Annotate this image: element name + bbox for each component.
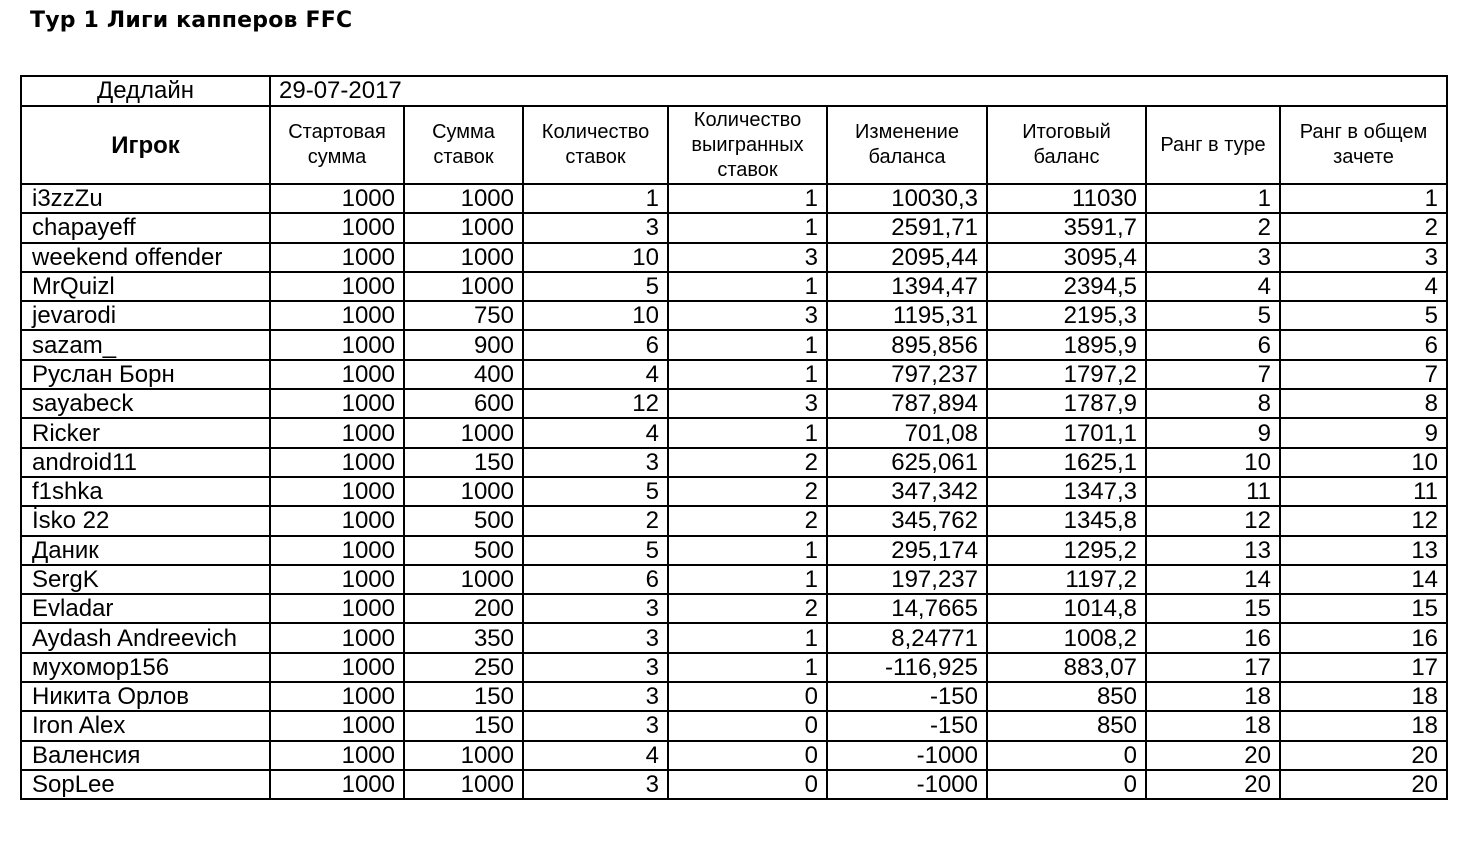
bets-count-cell: 6: [523, 565, 668, 594]
final-balance-cell: 1347,3: [987, 477, 1146, 506]
final-balance-cell: 3095,4: [987, 243, 1146, 272]
column-header-bets-count: Количество ставок: [523, 106, 668, 184]
overall-rank-cell: 13: [1280, 536, 1447, 565]
final-balance-cell: 850: [987, 682, 1146, 711]
start-amount-cell: 1000: [270, 565, 404, 594]
table-row: [21, 594, 1447, 623]
table-row: [21, 682, 1447, 711]
table-row: [21, 389, 1447, 418]
round-rank-cell: 4: [1146, 272, 1280, 301]
bets-sum-cell: 750: [404, 301, 523, 330]
player-name: Даник: [21, 536, 270, 565]
balance-change-cell: 701,08: [827, 418, 987, 447]
final-balance-cell: 1895,9: [987, 330, 1146, 359]
column-header-row: [21, 106, 1447, 184]
won-count-cell: 3: [668, 389, 827, 418]
bets-count-cell: 4: [523, 741, 668, 770]
balance-change-cell: -150: [827, 711, 987, 740]
final-balance-cell: 1701,1: [987, 418, 1146, 447]
start-amount-cell: 1000: [270, 184, 404, 213]
final-balance-cell: 1625,1: [987, 448, 1146, 477]
player-name: SopLee: [21, 770, 270, 799]
bets-sum-cell: 600: [404, 389, 523, 418]
balance-change-cell: -1000: [827, 770, 987, 799]
column-header-overall-rank: Ранг в общем зачете: [1280, 106, 1447, 184]
balance-change-cell: 797,237: [827, 360, 987, 389]
bets-count-cell: 12: [523, 389, 668, 418]
deadline-label: Дедлайн: [21, 76, 270, 106]
table-row: [21, 770, 1447, 799]
bets-count-cell: 4: [523, 418, 668, 447]
overall-rank-cell: 9: [1280, 418, 1447, 447]
balance-change-cell: 8,24771: [827, 623, 987, 652]
overall-rank-cell: 8: [1280, 389, 1447, 418]
table-row: [21, 623, 1447, 652]
player-name: Iron Alex: [21, 711, 270, 740]
table-row: [21, 448, 1447, 477]
round-rank-cell: 18: [1146, 682, 1280, 711]
player-name: android11: [21, 448, 270, 477]
start-amount-cell: 1000: [270, 272, 404, 301]
final-balance-cell: 1197,2: [987, 565, 1146, 594]
won-count-cell: 1: [668, 272, 827, 301]
won-count-cell: 1: [668, 653, 827, 682]
bets-count-cell: 3: [523, 448, 668, 477]
round-rank-cell: 2: [1146, 213, 1280, 242]
overall-rank-cell: 16: [1280, 623, 1447, 652]
bets-sum-cell: 150: [404, 448, 523, 477]
balance-change-cell: 1195,31: [827, 301, 987, 330]
bets-sum-cell: 1000: [404, 477, 523, 506]
player-name: Aydash Andreevich: [21, 623, 270, 652]
overall-rank-cell: 10: [1280, 448, 1447, 477]
won-count-cell: 1: [668, 418, 827, 447]
final-balance-cell: 0: [987, 741, 1146, 770]
player-name: Никита Орлов: [21, 682, 270, 711]
player-name: sayabeck: [21, 389, 270, 418]
start-amount-cell: 1000: [270, 301, 404, 330]
won-count-cell: 1: [668, 360, 827, 389]
balance-change-cell: 197,237: [827, 565, 987, 594]
bets-sum-cell: 1000: [404, 741, 523, 770]
start-amount-cell: 1000: [270, 594, 404, 623]
overall-rank-cell: 17: [1280, 653, 1447, 682]
column-header-bets-sum: Сумма ставок: [404, 106, 523, 184]
overall-rank-cell: 1: [1280, 184, 1447, 213]
player-name: f1shka: [21, 477, 270, 506]
bets-count-cell: 5: [523, 536, 668, 565]
table-row: [21, 711, 1447, 740]
table-row: [21, 272, 1447, 301]
table-row: [21, 213, 1447, 242]
page-title: Тур 1 Лиги капперов FFC: [30, 8, 353, 33]
bets-count-cell: 3: [523, 770, 668, 799]
bets-count-cell: 4: [523, 360, 668, 389]
won-count-cell: 0: [668, 682, 827, 711]
start-amount-cell: 1000: [270, 741, 404, 770]
final-balance-cell: 1787,9: [987, 389, 1146, 418]
round-rank-cell: 14: [1146, 565, 1280, 594]
bets-sum-cell: 200: [404, 594, 523, 623]
bets-count-cell: 2: [523, 506, 668, 535]
final-balance-cell: 2394,5: [987, 272, 1146, 301]
start-amount-cell: 1000: [270, 682, 404, 711]
player-name: weekend offender: [21, 243, 270, 272]
bets-count-cell: 5: [523, 272, 668, 301]
won-count-cell: 0: [668, 711, 827, 740]
balance-change-cell: 2591,71: [827, 213, 987, 242]
balance-change-cell: 295,174: [827, 536, 987, 565]
overall-rank-cell: 7: [1280, 360, 1447, 389]
balance-change-cell: 345,762: [827, 506, 987, 535]
bets-sum-cell: 250: [404, 653, 523, 682]
overall-rank-cell: 20: [1280, 770, 1447, 799]
deadline-row: [21, 76, 1447, 106]
round-rank-cell: 17: [1146, 653, 1280, 682]
won-count-cell: 1: [668, 623, 827, 652]
bets-count-cell: 6: [523, 330, 668, 359]
start-amount-cell: 1000: [270, 389, 404, 418]
overall-rank-cell: 5: [1280, 301, 1447, 330]
bets-sum-cell: 1000: [404, 418, 523, 447]
final-balance-cell: 883,07: [987, 653, 1146, 682]
bets-sum-cell: 1000: [404, 272, 523, 301]
won-count-cell: 1: [668, 184, 827, 213]
final-balance-cell: 1014,8: [987, 594, 1146, 623]
final-balance-cell: 1295,2: [987, 536, 1146, 565]
start-amount-cell: 1000: [270, 213, 404, 242]
start-amount-cell: 1000: [270, 770, 404, 799]
round-rank-cell: 9: [1146, 418, 1280, 447]
player-name: Валенсия: [21, 741, 270, 770]
column-header-round-rank: Ранг в туре: [1146, 106, 1280, 184]
results-table: [20, 75, 1448, 800]
bets-sum-cell: 1000: [404, 565, 523, 594]
player-name: i3zzZu: [21, 184, 270, 213]
round-rank-cell: 18: [1146, 711, 1280, 740]
start-amount-cell: 1000: [270, 448, 404, 477]
bets-sum-cell: 500: [404, 536, 523, 565]
won-count-cell: 1: [668, 536, 827, 565]
player-name: chapayeff: [21, 213, 270, 242]
balance-change-cell: 787,894: [827, 389, 987, 418]
final-balance-cell: 1345,8: [987, 506, 1146, 535]
balance-change-cell: 347,342: [827, 477, 987, 506]
start-amount-cell: 1000: [270, 418, 404, 447]
player-name: мухомор156: [21, 653, 270, 682]
table-row: [21, 477, 1447, 506]
table-row: [21, 301, 1447, 330]
won-count-cell: 1: [668, 213, 827, 242]
bets-sum-cell: 400: [404, 360, 523, 389]
overall-rank-cell: 3: [1280, 243, 1447, 272]
round-rank-cell: 6: [1146, 330, 1280, 359]
column-header-player: Игрок: [21, 106, 270, 184]
start-amount-cell: 1000: [270, 506, 404, 535]
table-row: [21, 565, 1447, 594]
bets-sum-cell: 1000: [404, 184, 523, 213]
balance-change-cell: 14,7665: [827, 594, 987, 623]
player-name: Ricker: [21, 418, 270, 447]
player-name: SergK: [21, 565, 270, 594]
final-balance-cell: 850: [987, 711, 1146, 740]
start-amount-cell: 1000: [270, 243, 404, 272]
balance-change-cell: 2095,44: [827, 243, 987, 272]
overall-rank-cell: 14: [1280, 565, 1447, 594]
won-count-cell: 0: [668, 770, 827, 799]
won-count-cell: 2: [668, 594, 827, 623]
round-rank-cell: 20: [1146, 741, 1280, 770]
overall-rank-cell: 11: [1280, 477, 1447, 506]
start-amount-cell: 1000: [270, 536, 404, 565]
start-amount-cell: 1000: [270, 653, 404, 682]
round-rank-cell: 8: [1146, 389, 1280, 418]
balance-change-cell: -150: [827, 682, 987, 711]
won-count-cell: 2: [668, 448, 827, 477]
final-balance-cell: 3591,7: [987, 213, 1146, 242]
balance-change-cell: -116,925: [827, 653, 987, 682]
bets-count-cell: 3: [523, 682, 668, 711]
bets-count-cell: 3: [523, 594, 668, 623]
table-row: [21, 506, 1447, 535]
bets-count-cell: 10: [523, 243, 668, 272]
balance-change-cell: 625,061: [827, 448, 987, 477]
balance-change-cell: 1394,47: [827, 272, 987, 301]
overall-rank-cell: 20: [1280, 741, 1447, 770]
overall-rank-cell: 6: [1280, 330, 1447, 359]
balance-change-cell: 10030,3: [827, 184, 987, 213]
final-balance-cell: 0: [987, 770, 1146, 799]
player-name: İsko 22: [21, 506, 270, 535]
table-row: [21, 330, 1447, 359]
start-amount-cell: 1000: [270, 711, 404, 740]
round-rank-cell: 13: [1146, 536, 1280, 565]
table-row: [21, 653, 1447, 682]
final-balance-cell: 2195,3: [987, 301, 1146, 330]
player-name: jevarodi: [21, 301, 270, 330]
table-row: [21, 243, 1447, 272]
bets-count-cell: 10: [523, 301, 668, 330]
overall-rank-cell: 18: [1280, 682, 1447, 711]
bets-sum-cell: 900: [404, 330, 523, 359]
table-row: [21, 536, 1447, 565]
won-count-cell: 1: [668, 565, 827, 594]
round-rank-cell: 7: [1146, 360, 1280, 389]
round-rank-cell: 11: [1146, 477, 1280, 506]
final-balance-cell: 11030: [987, 184, 1146, 213]
player-name: Руслан Борн: [21, 360, 270, 389]
bets-sum-cell: 500: [404, 506, 523, 535]
bets-sum-cell: 350: [404, 623, 523, 652]
start-amount-cell: 1000: [270, 477, 404, 506]
start-amount-cell: 1000: [270, 330, 404, 359]
final-balance-cell: 1797,2: [987, 360, 1146, 389]
final-balance-cell: 1008,2: [987, 623, 1146, 652]
won-count-cell: 2: [668, 506, 827, 535]
round-rank-cell: 1: [1146, 184, 1280, 213]
bets-sum-cell: 1000: [404, 243, 523, 272]
overall-rank-cell: 18: [1280, 711, 1447, 740]
won-count-cell: 3: [668, 301, 827, 330]
overall-rank-cell: 15: [1280, 594, 1447, 623]
round-rank-cell: 15: [1146, 594, 1280, 623]
bets-sum-cell: 1000: [404, 213, 523, 242]
won-count-cell: 1: [668, 330, 827, 359]
round-rank-cell: 20: [1146, 770, 1280, 799]
overall-rank-cell: 12: [1280, 506, 1447, 535]
round-rank-cell: 16: [1146, 623, 1280, 652]
table-row: [21, 360, 1447, 389]
won-count-cell: 3: [668, 243, 827, 272]
player-name: sazam_: [21, 330, 270, 359]
bets-count-cell: 5: [523, 477, 668, 506]
bets-count-cell: 3: [523, 653, 668, 682]
column-header-final-balance: Итоговый баланс: [987, 106, 1146, 184]
player-name: MrQuizl: [21, 272, 270, 301]
bets-count-cell: 3: [523, 213, 668, 242]
table-row: [21, 741, 1447, 770]
table-row: [21, 418, 1447, 447]
round-rank-cell: 10: [1146, 448, 1280, 477]
overall-rank-cell: 4: [1280, 272, 1447, 301]
overall-rank-cell: 2: [1280, 213, 1447, 242]
bets-count-cell: 1: [523, 184, 668, 213]
round-rank-cell: 5: [1146, 301, 1280, 330]
deadline-value: 29-07-2017: [270, 76, 1447, 106]
bets-count-cell: 3: [523, 623, 668, 652]
bets-sum-cell: 1000: [404, 770, 523, 799]
won-count-cell: 0: [668, 741, 827, 770]
won-count-cell: 2: [668, 477, 827, 506]
column-header-start-amount: Стартовая сумма: [270, 106, 404, 184]
round-rank-cell: 3: [1146, 243, 1280, 272]
bets-count-cell: 3: [523, 711, 668, 740]
column-header-won-count: Количество выигранных ставок: [668, 106, 827, 184]
bets-sum-cell: 150: [404, 711, 523, 740]
balance-change-cell: -1000: [827, 741, 987, 770]
balance-change-cell: 895,856: [827, 330, 987, 359]
player-name: Evladar: [21, 594, 270, 623]
table-row: [21, 184, 1447, 213]
column-header-balance-change: Изменение баланса: [827, 106, 987, 184]
table-body: [21, 184, 1447, 799]
start-amount-cell: 1000: [270, 623, 404, 652]
round-rank-cell: 12: [1146, 506, 1280, 535]
bets-sum-cell: 150: [404, 682, 523, 711]
start-amount-cell: 1000: [270, 360, 404, 389]
